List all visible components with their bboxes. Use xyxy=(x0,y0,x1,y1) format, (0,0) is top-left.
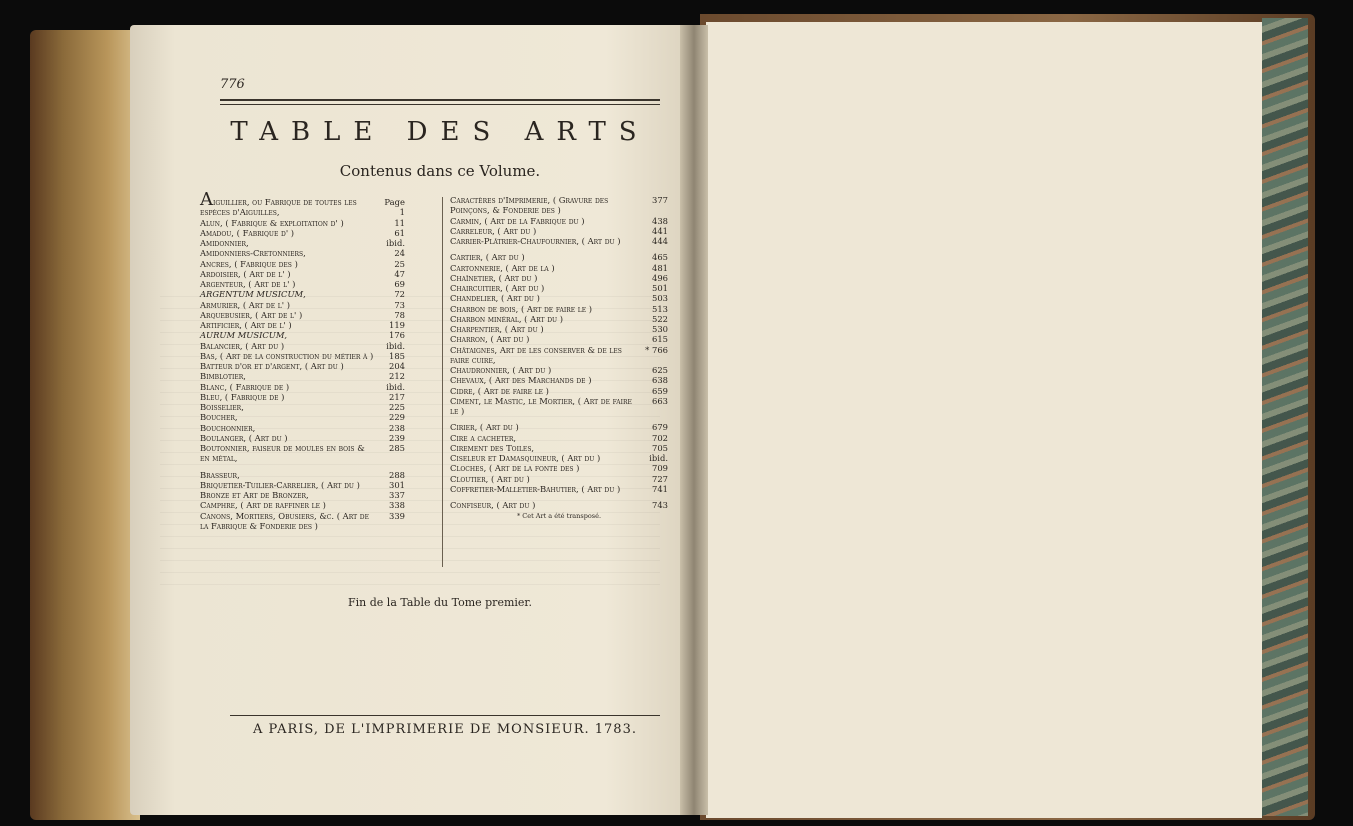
entry-page: 503 xyxy=(652,293,668,304)
entry-page: 288 xyxy=(389,469,405,480)
index-entry xyxy=(450,453,668,463)
index-entry xyxy=(200,423,405,433)
entry-label: Boisselier, xyxy=(200,402,244,412)
entry-label: Cartier, ( Art du ) xyxy=(450,252,525,263)
entry-page: 679 xyxy=(652,422,668,433)
entry-page: 78 xyxy=(394,309,405,320)
index-entry xyxy=(200,289,405,299)
entry-label: Armurier, ( Art de l' ) xyxy=(200,299,290,310)
index-entry xyxy=(200,443,405,464)
entry-label: Bronze et Art de Bronzer, xyxy=(200,490,309,500)
entry-label: Chaudronnier, ( Art du ) xyxy=(450,365,552,375)
entry-page: 441 xyxy=(652,225,668,236)
entry-label: Boulanger, ( Art du ) xyxy=(200,432,288,443)
index-entry xyxy=(450,365,668,375)
index-entry xyxy=(450,252,668,262)
index-entry xyxy=(200,320,405,330)
index-entry xyxy=(200,189,405,218)
entry-label: Blanc, ( Fabrique de ) xyxy=(200,381,290,392)
entry-label: Amidonnier, xyxy=(200,238,249,248)
index-entry xyxy=(450,263,668,273)
entry-label: Charpentier, ( Art du ) xyxy=(450,324,544,334)
index-entry xyxy=(200,228,405,238)
index-entry xyxy=(450,443,668,453)
entry-page: 339 xyxy=(389,510,405,521)
entry-label: Brasseur, xyxy=(200,469,240,480)
index-entry xyxy=(450,500,668,510)
entry-label: Châtaignes, Art de les conserver & de les faire cuire, xyxy=(450,344,622,365)
entry-page: 69 xyxy=(394,279,405,289)
entry-label: Argenteur, ( Art de l' ) xyxy=(200,279,296,289)
book-fore-edge xyxy=(30,30,140,820)
table-end-note: Fin de la Table du Tome premier. xyxy=(348,596,532,609)
index-column-left xyxy=(200,189,405,531)
entry-label: Amidonniers-Cretonniers, xyxy=(200,248,306,259)
entry-page: 185 xyxy=(389,350,405,361)
entry-page: 301 xyxy=(389,479,405,490)
entry-page: 513 xyxy=(652,303,668,314)
index-entry xyxy=(450,314,668,324)
index-entry xyxy=(200,330,405,340)
entry-label: Briquetier-Tuilier-Carrelier, ( Art du ) xyxy=(200,479,360,490)
entry-label: Confiseur, ( Art du ) xyxy=(450,500,536,510)
index-entry xyxy=(200,310,405,320)
printer-imprint: A PARIS, DE L'IMPRIMERIE DE MONSIEUR. 1783. xyxy=(253,722,637,737)
index-entry xyxy=(200,500,405,510)
index-entry xyxy=(450,422,668,432)
entry-label: Boutonnier, faiseur de moules en bois & en métal, xyxy=(200,443,365,464)
index-entry xyxy=(200,382,405,392)
entry-label: Coffretier-Malletier-Bahutier, ( Art du ) xyxy=(450,483,621,494)
index-entry xyxy=(200,470,405,480)
entry-label: Aiguillier, ou Fabrique de toutes les espèces d'Aiguilles, xyxy=(200,189,357,218)
index-entry xyxy=(200,412,405,422)
entry-label: Charbon minéral, ( Art du ) xyxy=(450,313,563,324)
entry-page: 465 xyxy=(652,252,668,263)
entry-page: 61 xyxy=(394,227,405,238)
entry-page: 24 xyxy=(394,248,405,259)
entry-page: ibid. xyxy=(386,340,405,351)
index-entry xyxy=(450,236,668,246)
blank-right-page xyxy=(706,22,1262,818)
entry-label: Chandelier, ( Art du ) xyxy=(450,293,540,304)
entry-label: Cirier, ( Art du ) xyxy=(450,422,519,433)
entry-label: Alun, ( Fabrique & exploitation d' ) xyxy=(200,217,344,228)
index-entry xyxy=(200,279,405,289)
entry-label: Boucher, xyxy=(200,412,238,423)
entry-label: Cloutier, ( Art du ) xyxy=(450,473,530,484)
entry-page: 496 xyxy=(652,272,668,283)
entry-label: Artificier, ( Art de l' ) xyxy=(200,320,292,330)
entry-label: Balancier, ( Art du ) xyxy=(200,340,285,351)
entry-label: AURUM MUSICUM, xyxy=(200,330,288,341)
index-entry xyxy=(450,324,668,334)
index-entry xyxy=(200,341,405,351)
entry-label: Cirement des Toiles, xyxy=(450,442,535,453)
entry-page: 481 xyxy=(652,262,668,273)
entry-label: Ciment, le Mastic, le Mortier, ( Art de faire le ) xyxy=(450,395,632,416)
index-entry xyxy=(450,463,668,473)
index-entry xyxy=(200,351,405,361)
index-entry xyxy=(200,218,405,228)
index-entry xyxy=(200,511,405,532)
entry-label: Ancres, ( Fabrique des ) xyxy=(200,258,298,269)
index-entry xyxy=(450,375,668,385)
left-page xyxy=(130,25,690,815)
entry-page: 501 xyxy=(652,283,668,293)
entry-page: 377 xyxy=(652,195,668,205)
entry-page: ibid. xyxy=(386,238,405,248)
index-entry xyxy=(450,226,668,236)
entry-label: Ciseleur et Damasquineur, ( Art du ) xyxy=(450,453,601,463)
entry-page: ibid. xyxy=(649,453,668,463)
entry-page: 444 xyxy=(652,236,668,246)
entry-page: 285 xyxy=(389,443,405,453)
entry-page: 615 xyxy=(652,334,668,345)
entry-label: Cire a cacheter, xyxy=(450,432,517,443)
entry-page: 709 xyxy=(652,463,668,474)
page-number: 776 xyxy=(220,77,245,92)
entry-label: Cloches, ( Art de la fonte des ) xyxy=(450,463,580,474)
entry-label: Cidre, ( Art de faire le ) xyxy=(450,385,549,396)
entry-page: 217 xyxy=(389,391,405,402)
entry-page: 176 xyxy=(389,330,405,341)
entry-label: Chaînetier, ( Art du ) xyxy=(450,272,538,283)
index-entry xyxy=(450,396,668,417)
entry-page: 338 xyxy=(389,500,405,511)
index-entry xyxy=(200,371,405,381)
entry-page: ibid. xyxy=(386,381,405,392)
entry-page: 727 xyxy=(652,473,668,484)
entry-page: 663 xyxy=(652,395,668,406)
index-entry xyxy=(450,273,668,283)
marbled-endpaper xyxy=(1262,18,1308,816)
entry-page: 238 xyxy=(389,422,405,433)
entry-page: 73 xyxy=(394,299,405,310)
entry-label: Carmin, ( Art de la Fabrique du ) xyxy=(450,215,585,226)
entry-label: Carrier-Plâtrier-Chaufournier, ( Art du ) xyxy=(450,236,621,246)
entry-label: Carreleur, ( Art du ) xyxy=(450,225,537,236)
index-entry xyxy=(450,304,668,314)
entry-page: 702 xyxy=(652,432,668,443)
index-entry xyxy=(200,300,405,310)
entry-label: Bimblotier, xyxy=(200,371,246,382)
entry-label: Chevaux, ( Art des Marchands de ) xyxy=(450,375,592,386)
entry-label: Charron, ( Art du ) xyxy=(450,334,530,345)
entry-page: 119 xyxy=(389,320,405,330)
header-rule-thin xyxy=(220,104,660,105)
index-entry xyxy=(200,248,405,258)
entry-page: 659 xyxy=(652,385,668,396)
book-gutter xyxy=(680,25,708,815)
entry-label: ARGENTUM MUSICUM, xyxy=(200,289,306,300)
index-entry xyxy=(450,195,668,216)
entry-label: Amadou, ( Fabrique d' ) xyxy=(200,227,295,238)
entry-page: 741 xyxy=(652,483,668,494)
index-entry xyxy=(200,392,405,402)
index-entry xyxy=(200,238,405,248)
footer-rule xyxy=(230,715,660,716)
entry-page: 743 xyxy=(652,500,668,510)
entry-label: Ardoisier, ( Art de l' ) xyxy=(200,268,291,279)
index-entry xyxy=(450,293,668,303)
entry-page: 239 xyxy=(389,432,405,443)
entry-label: Batteur d'or et d'argent, ( Art du ) xyxy=(200,361,344,371)
entry-page: 638 xyxy=(652,375,668,386)
entry-page: 72 xyxy=(394,289,405,300)
entry-page: * 766 xyxy=(645,344,668,355)
header-rule-thick xyxy=(220,99,660,101)
index-entry xyxy=(450,345,668,366)
entry-label: Canons, Mortiers, Obusiers, &c. ( Art de la Fabrique & Fonderie des ) xyxy=(200,510,369,531)
entry-label: Charbon de bois, ( Art de faire le ) xyxy=(450,303,593,314)
footnote: * Cet Art a été transposé. xyxy=(516,512,602,521)
page-title: TABLE DES ARTS xyxy=(230,117,650,147)
entry-label: Bouchonnier, xyxy=(200,422,256,433)
entry-page: 438 xyxy=(652,215,668,226)
entry-page: 522 xyxy=(652,313,668,324)
index-entry xyxy=(450,283,668,293)
index-column-right xyxy=(450,195,668,522)
entry-page: 225 xyxy=(389,402,405,412)
entry-label: Cartonnerie, ( Art de la ) xyxy=(450,262,555,273)
entry-label: Bleu, ( Fabrique de ) xyxy=(200,391,285,402)
index-entry xyxy=(450,334,668,344)
index-entry xyxy=(200,361,405,371)
entry-page: 625 xyxy=(652,365,668,375)
entry-page: 705 xyxy=(652,442,668,453)
entry-page: 25 xyxy=(394,258,405,269)
index-entry xyxy=(450,433,668,443)
index-entry xyxy=(200,259,405,269)
entry-label: Camphre, ( Art de raffiner le ) xyxy=(200,500,326,511)
entry-page: 11 xyxy=(394,217,405,228)
index-entry xyxy=(200,480,405,490)
entry-label: Arquebusier, ( Art de l' ) xyxy=(200,309,303,320)
index-entry xyxy=(450,386,668,396)
entry-label: Chaircuitier, ( Art du ) xyxy=(450,283,545,293)
page-subtitle: Contenus dans ce Volume. xyxy=(339,162,541,180)
index-entry xyxy=(200,433,405,443)
entry-page: 229 xyxy=(389,412,405,423)
entry-label: Caractères d'Imprimerie, ( Gravure des Poinçons, & Fonderie des ) xyxy=(450,195,609,216)
index-entry xyxy=(450,484,668,494)
index-entry xyxy=(450,216,668,226)
index-entry xyxy=(450,474,668,484)
index-entry xyxy=(200,269,405,279)
entry-page: 337 xyxy=(389,490,405,500)
entry-page: 204 xyxy=(389,361,405,371)
entry-page: 530 xyxy=(652,324,668,334)
column-divider xyxy=(442,197,443,567)
entry-label: Bas, ( Art de la construction du métier à ) xyxy=(200,350,374,361)
entry-page: 212 xyxy=(389,371,405,382)
entry-page: 47 xyxy=(394,268,405,279)
index-entry xyxy=(200,490,405,500)
index-entry xyxy=(200,402,405,412)
entry-page: Page 1 xyxy=(384,197,405,218)
